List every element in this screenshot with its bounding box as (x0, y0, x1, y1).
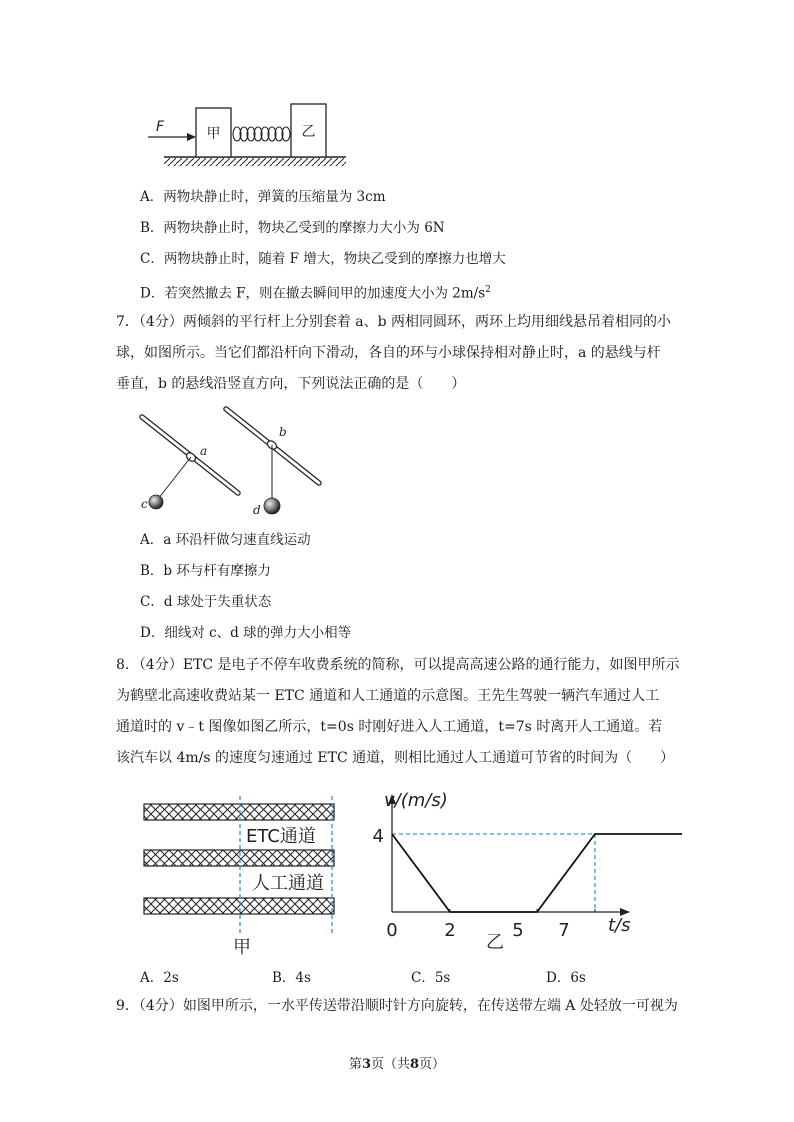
figure-jia-caption: 甲 (233, 937, 251, 958)
spring-icon (233, 127, 290, 141)
vt-chart (372, 778, 640, 958)
q8-stem-line-2: 为鹤壁北高速收费站某一 ETC 通道和人工通道的示意图。王先生驾驶一辆汽车通过人工 (116, 688, 660, 704)
y-tick-4: 4 (372, 826, 384, 847)
q7-stem-line-2: 球，如图所示。当它们都沿杆向下滑动，各自的环与小球保持相对静止时，a 的悬线与杆 (116, 345, 661, 361)
q8-option-c: C．5s (411, 970, 451, 986)
q7-option-a: A．a 环沿杆做匀速直线运动 (140, 532, 311, 548)
x-tick-7: 7 (558, 920, 570, 941)
page-footer (0, 1053, 794, 1072)
q6-option-c: C．两物块静止时，随着 F 增大，物块乙受到的摩擦力也增大 (140, 251, 506, 267)
velocity-series-line (392, 834, 682, 912)
q8-stem-line-1: 8．（4分）ETC 是电子不停车收费系统的简称，可以提高高速公路的通行能力，如图甲所示 (116, 657, 680, 673)
q9-stem-line-1: 9．（4分）如图甲所示，一水平传送带沿顺时针方向旋转，在传送带左端 A 处轻放一可视为 (116, 998, 678, 1014)
x-tick-2: 2 (444, 920, 456, 941)
q8-option-d: D．6s (546, 970, 586, 986)
x-axis-label: t/s (608, 915, 631, 936)
block-jia-label: 甲 (206, 126, 221, 142)
figure-yi-caption: 乙 (486, 932, 504, 953)
q6-option-b: B．两物块静止时，物块乙受到的摩擦力大小为 6N (140, 220, 445, 236)
q7-rods-figure (136, 400, 336, 522)
q8-stem-line-3: 通道时的 v﹣t 图像如图乙所示，t=0s 时刚好进入人工通道，t=7s 时离开人工通道。若 (116, 719, 663, 735)
footer-mid: 页（共 (370, 1057, 410, 1072)
x-tick-0: 0 (386, 920, 398, 941)
q6-option-d-sup: 2 (485, 285, 491, 295)
q8-option-b: B．4s (272, 970, 311, 986)
q6-option-d-text: D．若突然撤去 F，则在撤去瞬间甲的加速度大小为 2m/s (140, 285, 486, 302)
q6-spring-blocks-figure (140, 98, 360, 172)
footer-total-pages: 8 (410, 1057, 420, 1072)
q8-option-a: A．2s (140, 970, 179, 986)
block-yi-label: 乙 (301, 124, 316, 140)
ring-a-label: a (200, 444, 208, 458)
x-tick-5: 5 (512, 920, 524, 941)
ring-b-label: b (279, 425, 287, 439)
etc-lane-label: ETC通道 (246, 826, 316, 847)
q7-stem-line-3: 垂直，b 的悬线沿竖直方向，下列说法正确的是（ ） (116, 376, 466, 392)
q6-option-a: A．两物块静止时，弹簧的压缩量为 3cm (140, 189, 386, 205)
force-label: F (156, 119, 165, 135)
q7-option-d: D．细线对 c、d 球的弹力大小相等 (140, 625, 352, 641)
footer-post: 页） (419, 1057, 446, 1072)
q6-option-d (140, 281, 491, 303)
ball-d-label: d (253, 503, 261, 517)
footer-page-number: 3 (361, 1057, 371, 1072)
footer-pre: 第 (348, 1057, 362, 1072)
manual-lane-label: 人工通道 (252, 873, 324, 894)
q7-stem-line-1: 7．（4分）两倾斜的平行杆上分别套着 a、b 两相同圆环，两环上均用细线悬吊着相同的小 (116, 314, 672, 330)
q8-toll-lanes-figure (142, 796, 342, 958)
ball-d-icon (264, 498, 280, 514)
q8-stem-line-4: 该汽车以 4m/s 的速度匀速通过 ETC 通道，则相比通过人工通道可节省的时间为（ ） (116, 750, 675, 766)
ball-c-icon (149, 495, 163, 509)
ball-c-label: c (141, 497, 148, 511)
q7-option-c: C．d 球处于失重状态 (140, 594, 272, 610)
y-axis-label: v/(m/s) (384, 790, 448, 811)
q7-option-b: B．b 环与杆有摩擦力 (140, 563, 271, 579)
